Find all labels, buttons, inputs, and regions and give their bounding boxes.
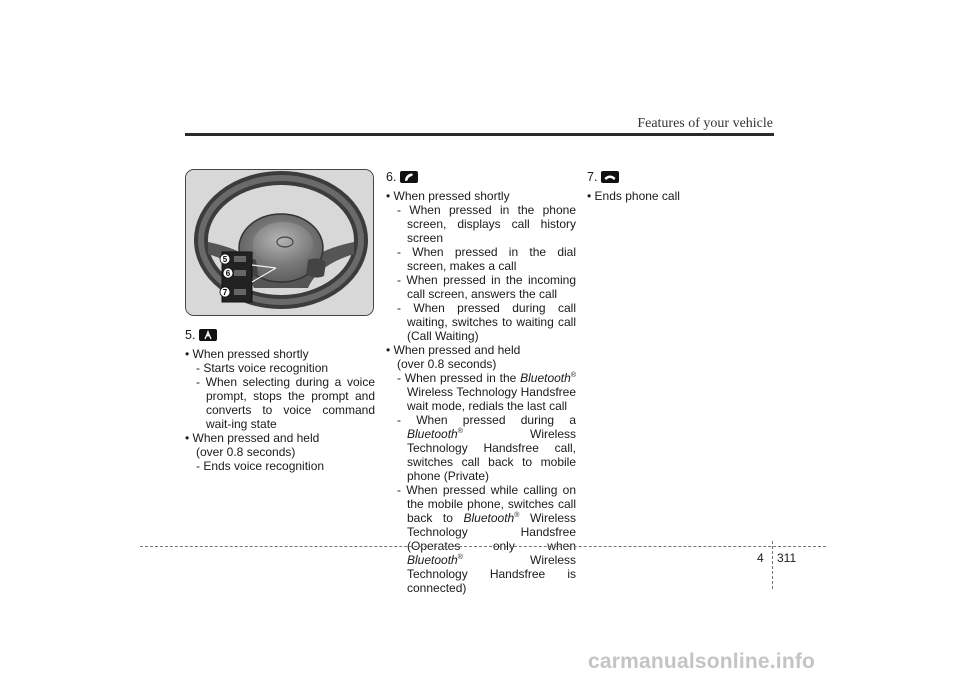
- section-6-heading: [386, 170, 576, 184]
- section-6-bullet-2-cont: (over 0.8 seconds): [397, 357, 497, 371]
- section-7-bullet-1: • Ends phone call: [587, 189, 680, 203]
- section-5-bullet-1: • When pressed shortly: [185, 347, 309, 361]
- watermark: carmanualsonline.info: [588, 650, 816, 673]
- section-6-bullet-1: • When pressed shortly: [386, 189, 510, 203]
- section-6-sub-2: - When pressed in the dial screen, makes a call: [397, 245, 576, 273]
- section-5-sub-1: - Starts voice recognition: [196, 361, 329, 375]
- section-6-sub-4: - When pressed during call waiting, switches to waiting call (Call Waiting): [397, 301, 576, 343]
- chapter-number: 4: [757, 551, 764, 565]
- section-5-sub-3: - Ends voice recognition: [196, 459, 325, 473]
- section-6-sub-1: - When pressed in the phone screen, displays call history screen: [397, 203, 576, 245]
- section-7: [587, 170, 777, 203]
- section-6-bullet-2: • When pressed and held: [386, 343, 521, 357]
- section-5-number: 5.: [185, 328, 196, 342]
- header-rule: [185, 133, 774, 137]
- section-7-heading: [587, 170, 777, 184]
- section-5: [185, 328, 375, 473]
- callout-6: 6: [225, 269, 231, 278]
- section-6-sub-7: - When pressed while calling on the mobile phone, switches call back to Bluetooth® Wireless Technology Handsfree (Operates only when Bluetooth® Wireless Technology Handsfree is connected): [397, 483, 576, 595]
- section-6-sub-6: - When pressed during a Bluetooth® Wireless Technology Handsfree call, switches call back to mobile phone (Private): [397, 413, 576, 483]
- section-5-sub-2: - When selecting during a voice prompt, stops the prompt and converts to voice command wait-ing state: [196, 375, 375, 431]
- section-6: [386, 170, 576, 595]
- callout-5: 5: [222, 255, 228, 264]
- section-7-number: 7.: [587, 170, 598, 184]
- section-5-bullet-2: • When pressed and held: [185, 431, 320, 445]
- section-6-number: 6.: [386, 170, 397, 184]
- voice-recognition-icon: [199, 329, 217, 341]
- footer-rule: [140, 546, 826, 547]
- callout-7: 7: [222, 288, 228, 297]
- steering-wheel-illustration: [186, 170, 373, 315]
- section-5-bullet-2-cont: (over 0.8 seconds): [196, 445, 296, 459]
- page-number: 311: [777, 551, 797, 565]
- section-6-sub-5: - When pressed in the Bluetooth® Wireless Technology Handsfree wait mode, redials the last call: [397, 371, 576, 413]
- section-6-sub-3: - When pressed in the incoming call screen, answers the call: [397, 273, 576, 301]
- end-call-icon: [601, 171, 619, 183]
- section-5-heading: [185, 328, 375, 342]
- phone-call-icon: [400, 171, 418, 183]
- steering-wheel-figure: [185, 169, 374, 316]
- header-title: Features of your vehicle: [637, 116, 773, 131]
- page-divider: [772, 541, 773, 589]
